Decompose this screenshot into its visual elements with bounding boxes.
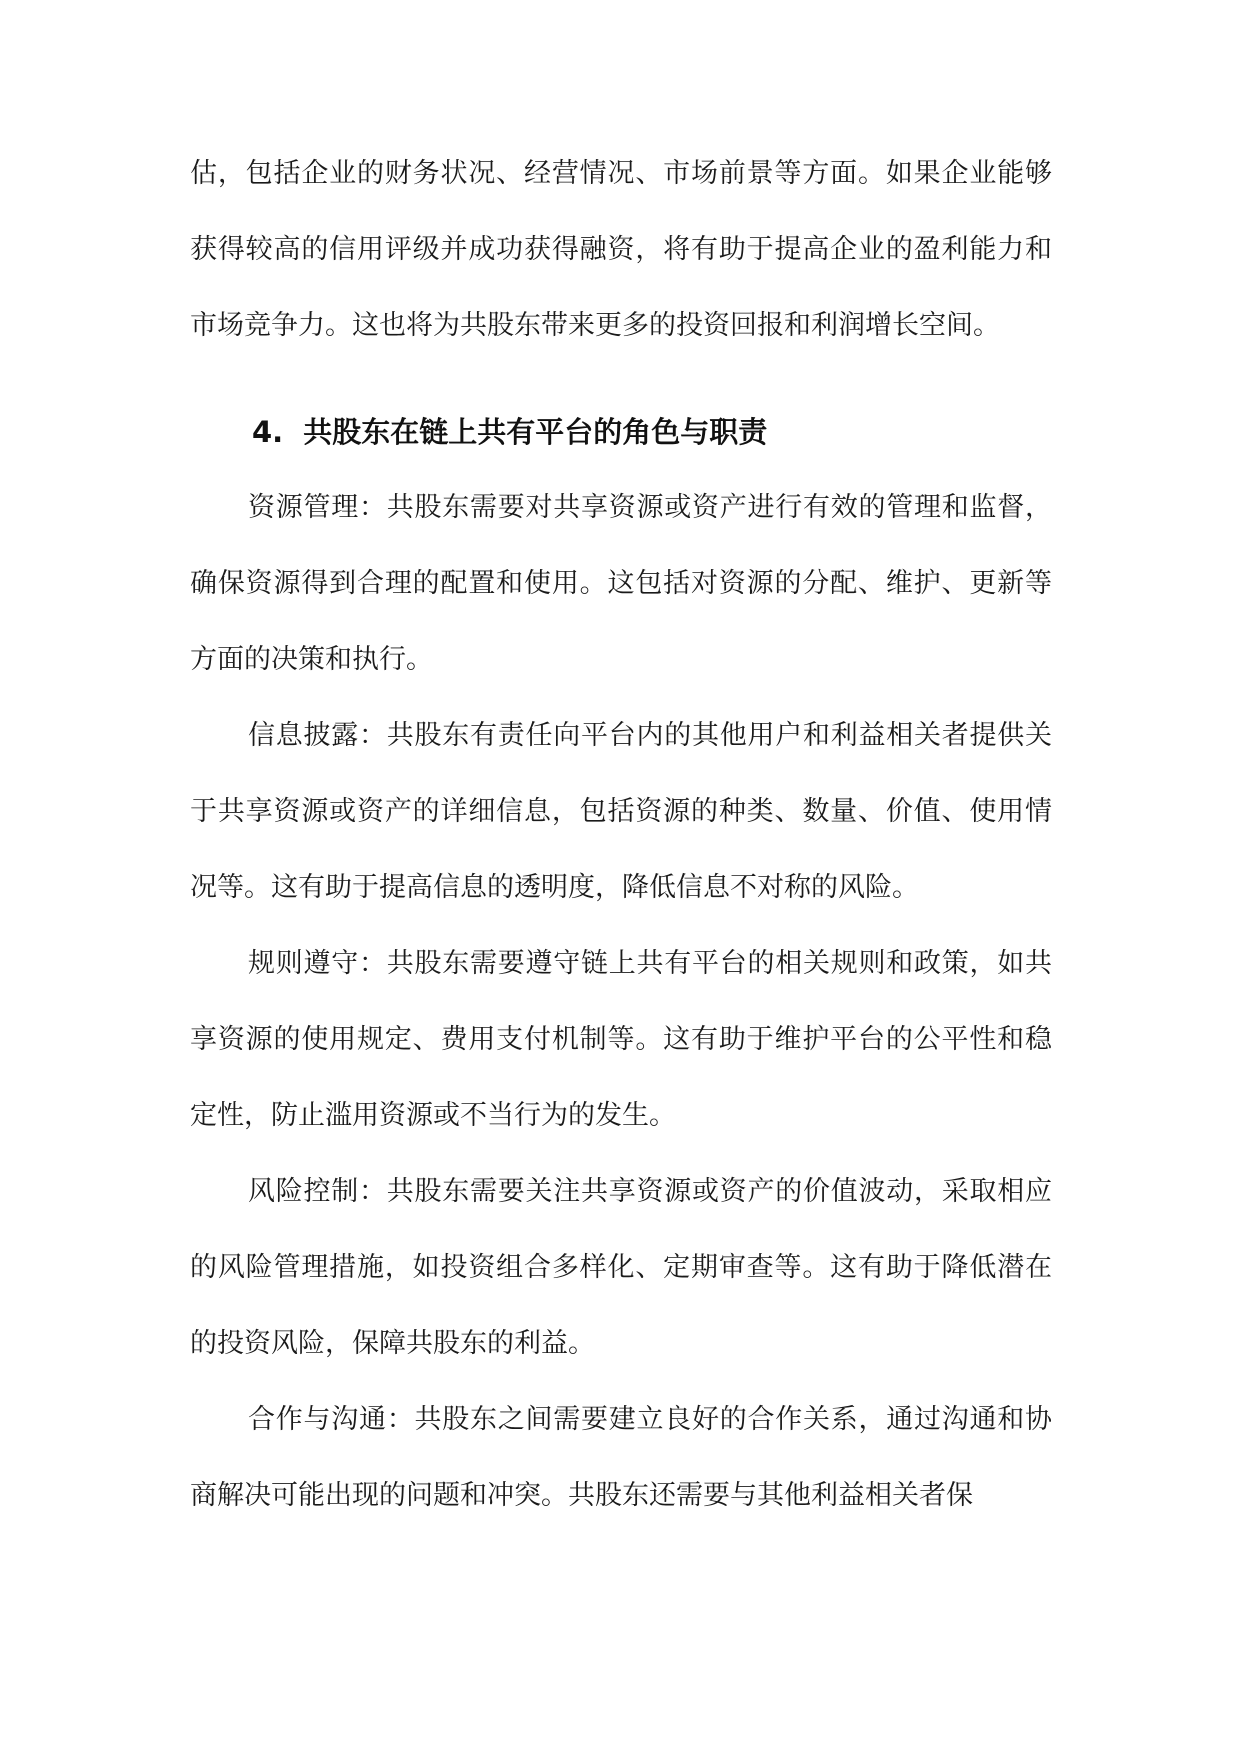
document-body — [190, 136, 1052, 1534]
section-heading — [190, 402, 1052, 462]
paragraph-information-disclosure: 信息披露：共股东有责任向平台内的其他用户和利益相关者提供关于共享资源或资产的详细信息，包括资源的种类、数量、价值、使用情况等。这有助于提高信息的透明度，降低信息不对称的风险。 — [190, 720, 1052, 903]
section-number: 4. — [252, 415, 284, 449]
paragraph-resource-management: 资源管理：共股东需要对共享资源或资产进行有效的管理和监督，确保资源得到合理的配置和使用。这包括对资源的分配、维护、更新等方面的决策和执行。 — [190, 492, 1052, 675]
section-title: 共股东在链上共有平台的角色与职责 — [303, 415, 768, 449]
paragraph-rule-compliance: 规则遵守：共股东需要遵守链上共有平台的相关规则和政策，如共享资源的使用规定、费用支付机制等。这有助于维护平台的公平性和稳定性，防止滥用资源或不当行为的发生。 — [190, 948, 1052, 1131]
paragraph-cooperation-communication: 合作与沟通：共股东之间需要建立良好的合作关系，通过沟通和协商解决可能出现的问题和冲突。共股东还需要与其他利益相关者保 — [190, 1404, 1052, 1511]
paragraph-risk-control: 风险控制：共股东需要关注共享资源或资产的价值波动，采取相应的风险管理措施，如投资组合多样化、定期审查等。这有助于降低潜在的投资风险，保障共股东的利益。 — [190, 1176, 1052, 1359]
intro-paragraph: 估，包括企业的财务状况、经营情况、市场前景等方面。如果企业能够获得较高的信用评级并成功获得融资，将有助于提高企业的盈利能力和市场竞争力。这也将为共股东带来更多的投资回报和利润增长空间。 — [190, 158, 1052, 341]
